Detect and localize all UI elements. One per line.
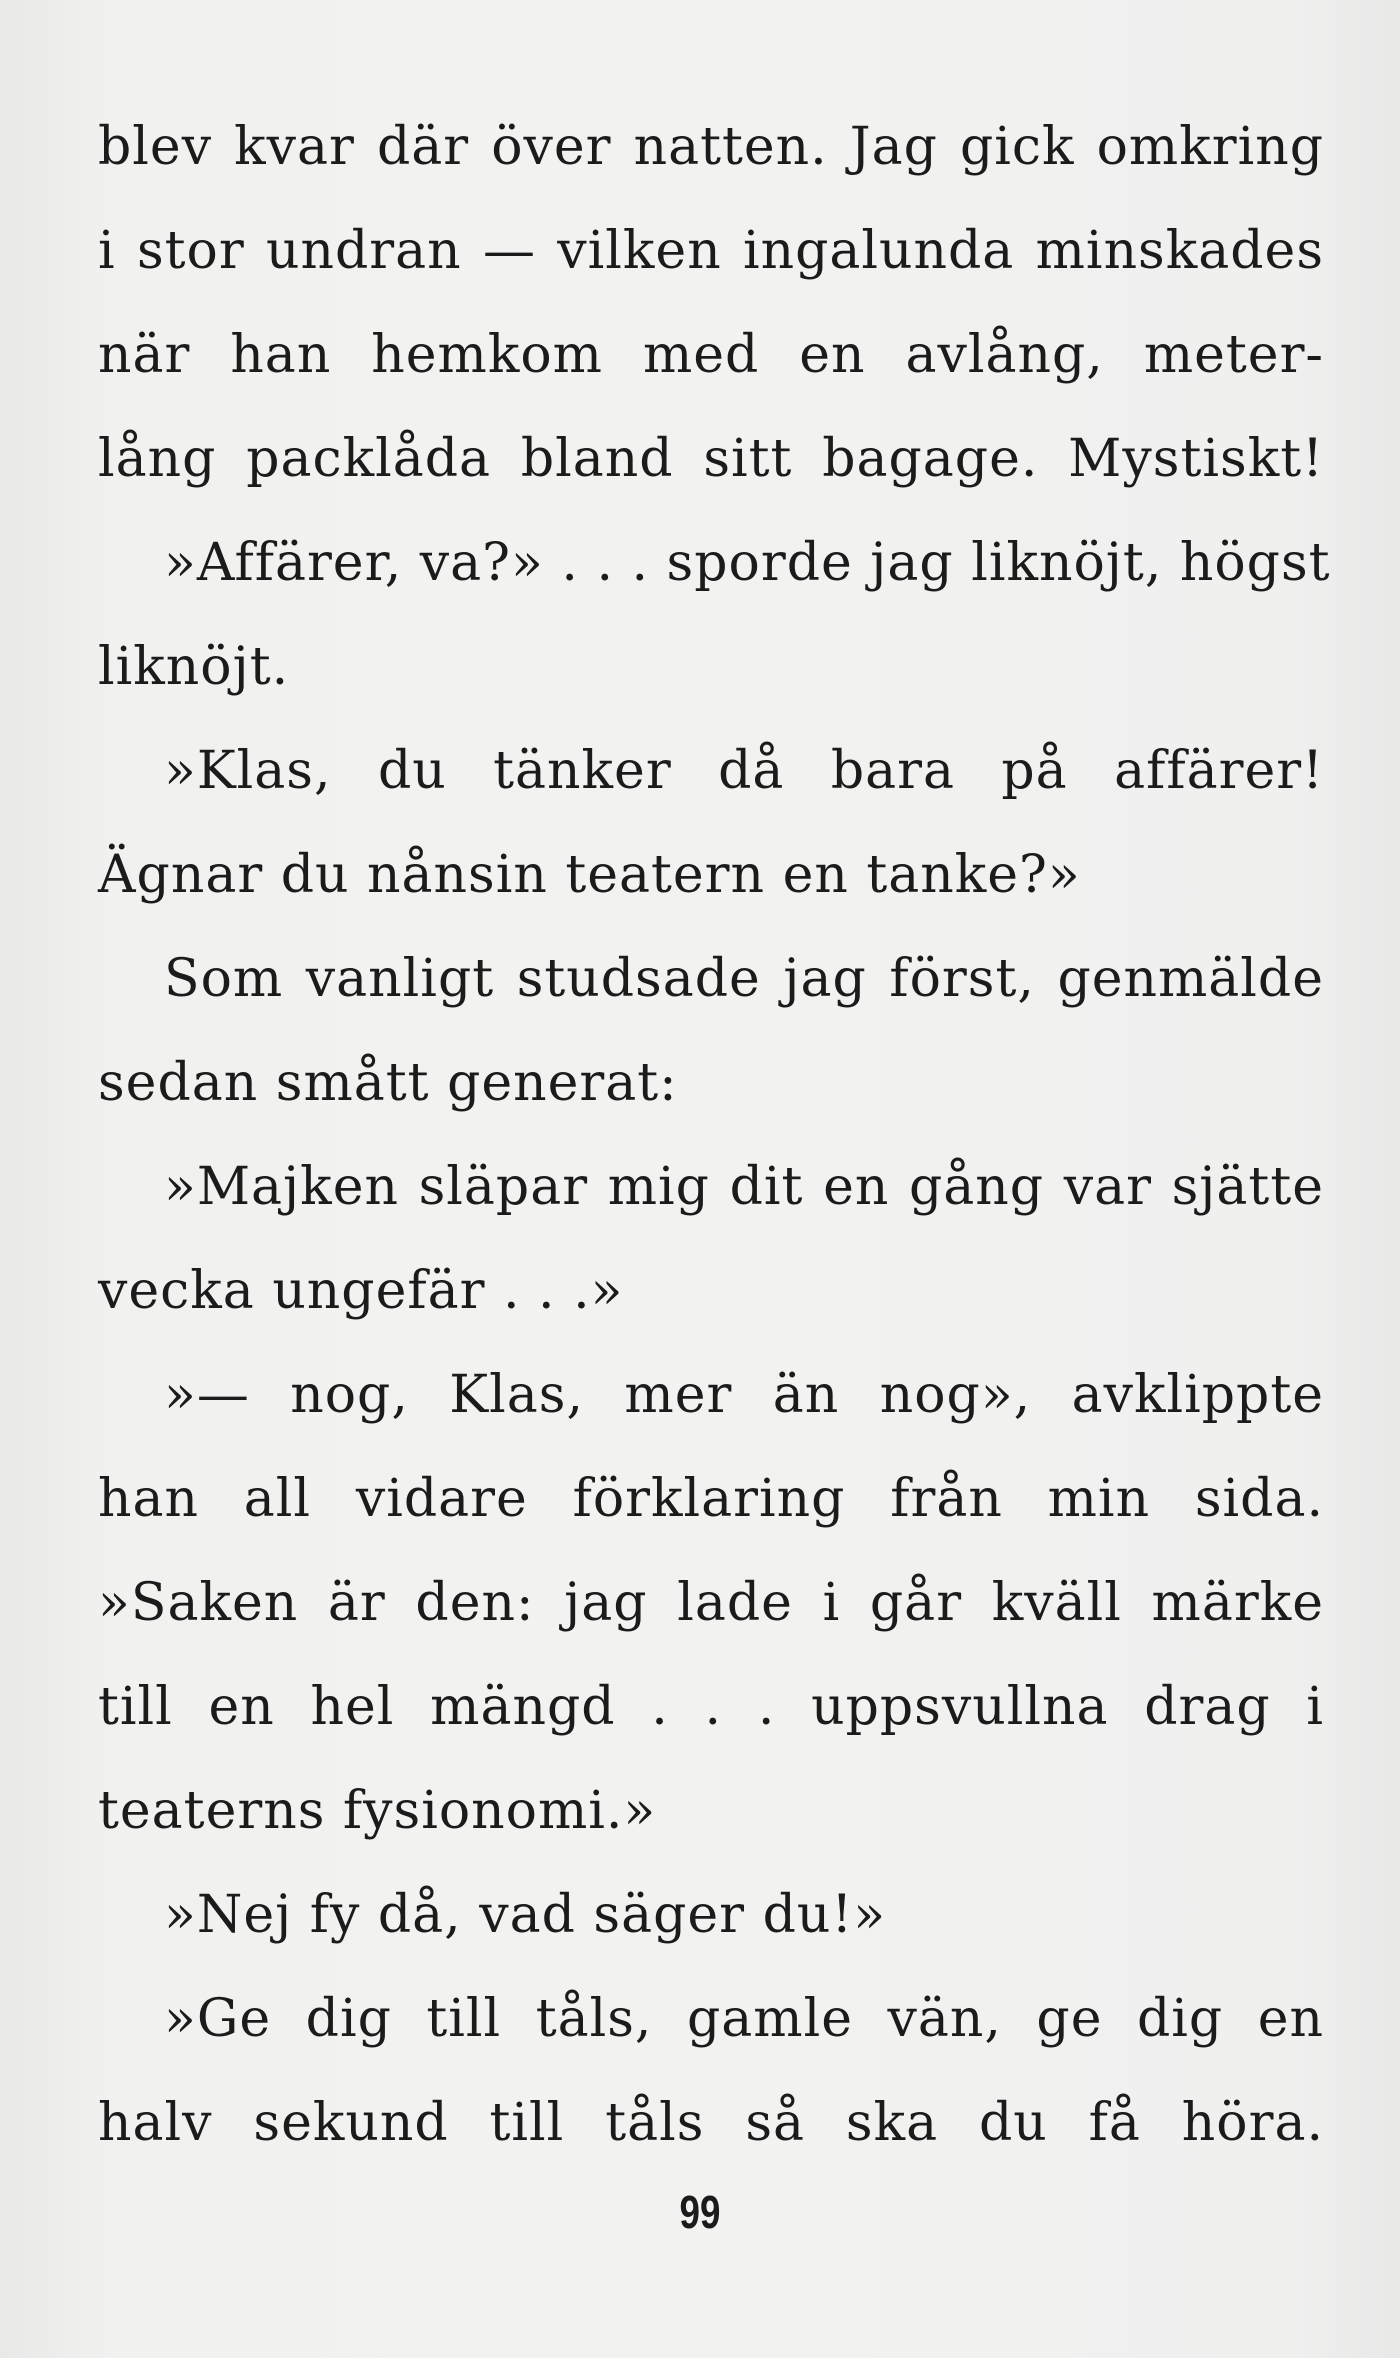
- text-line: i stor undran — vilken ingalunda minskades: [98, 221, 1324, 281]
- text-line: lång packlåda bland sitt bagage. Mystiskt!: [98, 429, 1324, 489]
- text-line: »Affärer, va?» . . . sporde jag liknöjt, högst: [164, 533, 1331, 593]
- text-line: »Majken släpar mig dit en gång var sjätte: [164, 1157, 1324, 1217]
- text-line: »Nej fy då, vad säger du!»: [164, 1885, 887, 1945]
- page-number: 99: [679, 2186, 721, 2238]
- body-text: [98, 95, 1331, 2175]
- text-line: »Saken är den: jag lade i går kväll märke: [98, 1573, 1324, 1633]
- text-line: »Klas, du tänker då bara på affärer!: [164, 741, 1324, 801]
- text-line: »Ge dig till tåls, gamle vän, ge dig en: [164, 1989, 1324, 2049]
- text-line: när han hemkom med en avlång, meter-: [98, 325, 1324, 385]
- text-line: till en hel mängd . . . uppsvullna drag i: [98, 1677, 1324, 1737]
- text-line: Ägnar du nånsin teatern en tanke?»: [98, 845, 1081, 905]
- text-line: blev kvar där över natten. Jag gick omkring: [98, 117, 1324, 177]
- text-line: Som vanligt studsade jag först, genmälde: [164, 949, 1324, 1009]
- text-line: liknöjt.: [98, 637, 290, 697]
- text-line: teaterns fysionomi.»: [98, 1781, 657, 1841]
- text-line: vecka ungefär . . .»: [98, 1261, 624, 1321]
- text-line: han all vidare förklaring från min sida.: [98, 1469, 1324, 1529]
- text-line: sedan smått generat:: [98, 1053, 678, 1113]
- text-line: halv sekund till tåls så ska du få höra.: [98, 2093, 1324, 2153]
- text-line: »— nog, Klas, mer än nog», avklippte: [164, 1365, 1324, 1425]
